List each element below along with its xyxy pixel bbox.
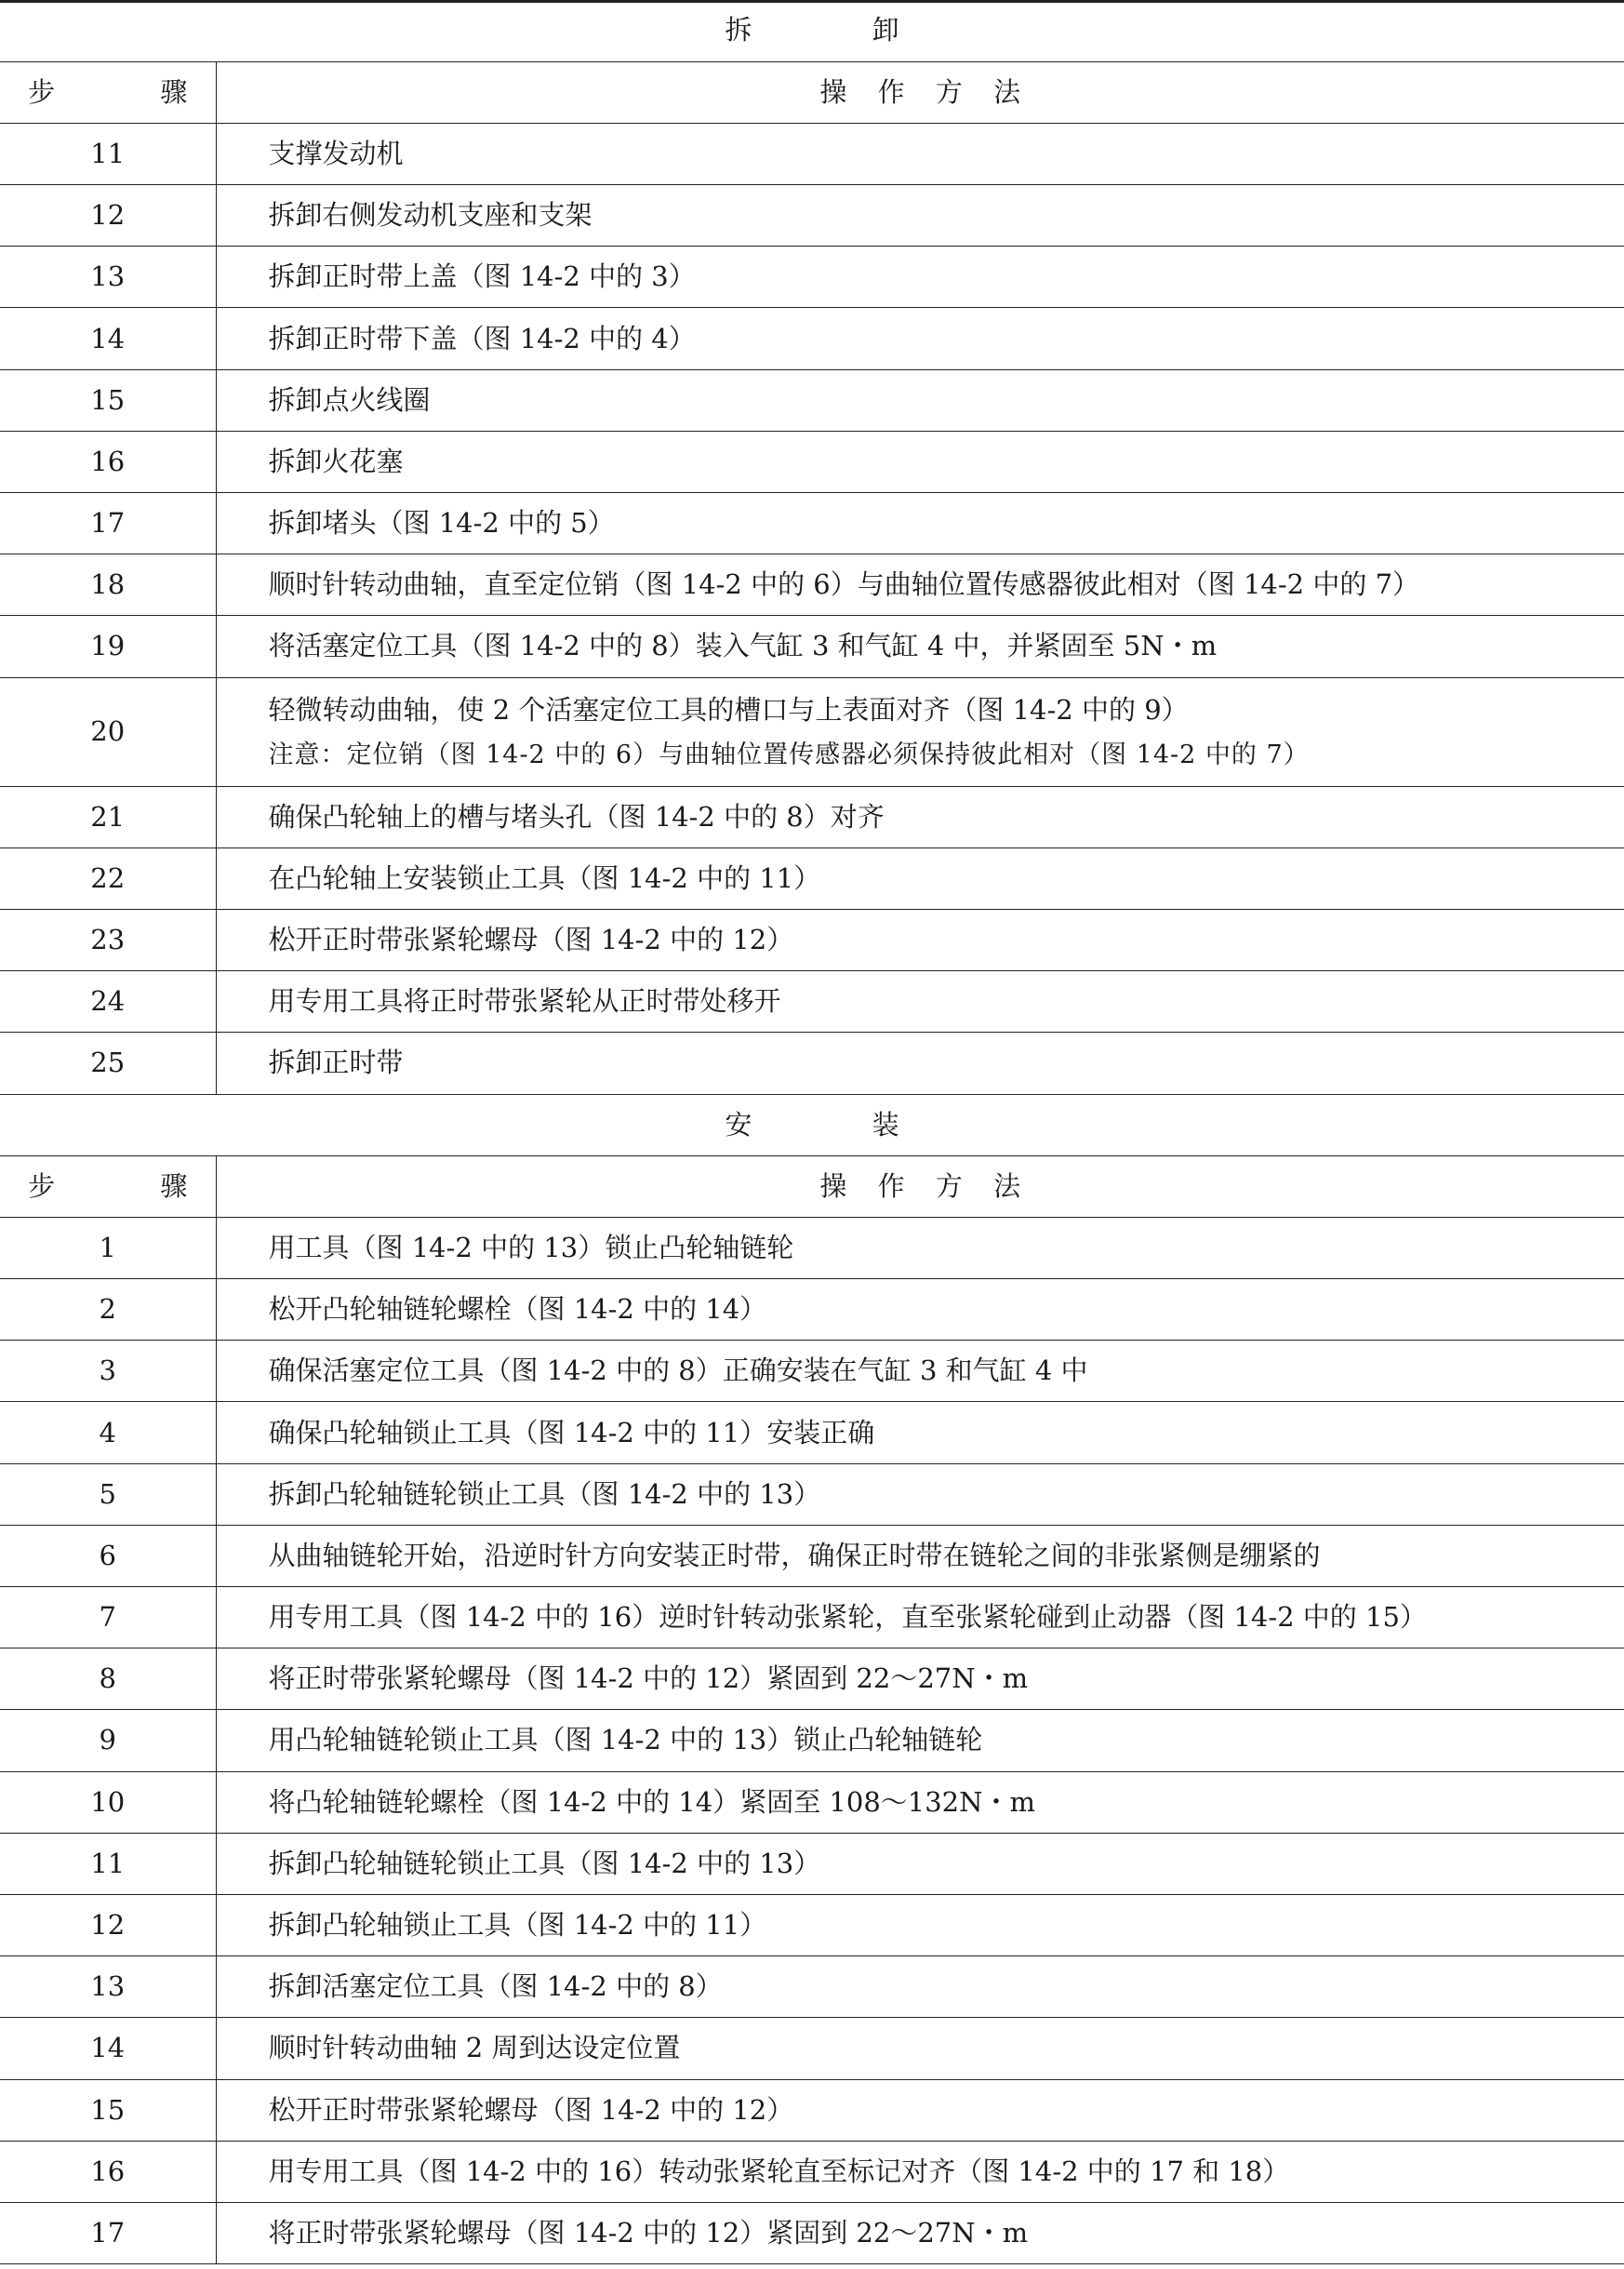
step-note: 注意：定位销（图 14-2 中的 6）与曲轴位置传感器必须保持彼此相对（图 14-2 中的 7） xyxy=(268,740,1310,769)
table-row xyxy=(0,616,1624,677)
step-number: 4 xyxy=(0,1402,216,1463)
table-row xyxy=(0,1648,1624,1710)
table-row xyxy=(0,1894,1624,1955)
step-number: 21 xyxy=(0,786,216,848)
step-text: 用专用工具将正时带张紧轮从正时带处移开 xyxy=(216,971,1624,1033)
step-number: 24 xyxy=(0,971,216,1033)
step-number: 9 xyxy=(0,1710,216,1771)
step-text: 从曲轴链轮开始，沿逆时针方向安装正时带，确保正时带在链轮之间的非张紧侧是绷紧的 xyxy=(216,1525,1624,1586)
table-row xyxy=(0,247,1624,308)
table-row xyxy=(0,1033,1624,1094)
step-number: 7 xyxy=(0,1587,216,1648)
table-row xyxy=(0,554,1624,616)
step-text: 用专用工具（图 14-2 中的 16）逆时针转动张紧轮，直至张紧轮碰到止动器（图 14-2 中的 15） xyxy=(216,1587,1624,1648)
step-number: 1 xyxy=(0,1217,216,1278)
table-row xyxy=(0,1771,1624,1833)
table-row xyxy=(0,1463,1624,1525)
step-number: 12 xyxy=(0,185,216,247)
header-row xyxy=(0,1155,1624,1217)
step-text-with-note xyxy=(216,677,1624,786)
step-text: 支撑发动机 xyxy=(216,123,1624,184)
step-text: 拆卸凸轮轴锁止工具（图 14-2 中的 11） xyxy=(216,1894,1624,1955)
column-header-step xyxy=(0,1155,236,1217)
table-row xyxy=(0,369,1624,431)
step-text: 轻微转动曲轴，使 2 个活塞定位工具的槽口与上表面对齐（图 14-2 中的 9） xyxy=(268,693,1189,726)
column-header-step-text: 步 骤 xyxy=(28,75,236,108)
step-number: 14 xyxy=(0,308,216,369)
step-text: 拆卸正时带上盖（图 14-2 中的 3） xyxy=(216,247,1624,308)
table-row xyxy=(0,1525,1624,1586)
step-text: 顺时针转动曲轴，直至定位销（图 14-2 中的 6）与曲轴位置传感器彼此相对（图 14-2 中的 7） xyxy=(216,554,1624,616)
table-row xyxy=(0,786,1624,848)
step-number: 13 xyxy=(0,247,216,308)
step-text: 拆卸凸轮轴链轮锁止工具（图 14-2 中的 13） xyxy=(216,1463,1624,1525)
table-row xyxy=(0,909,1624,970)
step-text: 拆卸火花塞 xyxy=(216,431,1624,492)
table-row xyxy=(0,2079,1624,2141)
table-row xyxy=(0,493,1624,554)
table-row xyxy=(0,308,1624,369)
step-text: 顺时针转动曲轴 2 周到达设定位置 xyxy=(216,2018,1624,2079)
step-text: 用凸轮轴链轮锁止工具（图 14-2 中的 13）锁止凸轮轴链轮 xyxy=(216,1710,1624,1771)
step-number: 16 xyxy=(0,431,216,492)
step-text: 在凸轮轴上安装锁止工具（图 14-2 中的 11） xyxy=(216,848,1624,909)
section-title-text: 安 装 xyxy=(725,1108,955,1141)
table-row xyxy=(0,431,1624,492)
step-text: 将活塞定位工具（图 14-2 中的 8）装入气缸 3 和气缸 4 中，并紧固至 5N・m xyxy=(216,616,1624,677)
step-number: 13 xyxy=(0,1956,216,2018)
column-header-method xyxy=(216,61,1624,123)
section-title-row xyxy=(0,0,1624,61)
step-number: 15 xyxy=(0,2079,216,2141)
section-title-row xyxy=(0,1094,1624,1155)
table-row xyxy=(0,677,1624,786)
step-text: 拆卸右侧发动机支座和支架 xyxy=(216,185,1624,247)
step-text: 拆卸堵头（图 14-2 中的 5） xyxy=(216,493,1624,554)
step-number: 17 xyxy=(0,2202,216,2263)
step-number: 12 xyxy=(0,1894,216,1955)
step-number: 25 xyxy=(0,1033,216,1094)
table-row xyxy=(0,971,1624,1033)
column-header-method xyxy=(216,1155,1624,1217)
step-text: 将正时带张紧轮螺母（图 14-2 中的 12）紧固到 22～27N・m xyxy=(216,2202,1624,2263)
step-text: 拆卸点火线圈 xyxy=(216,369,1624,431)
step-text: 将正时带张紧轮螺母（图 14-2 中的 12）紧固到 22～27N・m xyxy=(216,1648,1624,1710)
table-row xyxy=(0,1710,1624,1771)
step-number: 16 xyxy=(0,2141,216,2202)
step-number: 11 xyxy=(0,1833,216,1894)
section-title-disassembly xyxy=(0,0,1624,61)
step-text: 确保凸轮轴上的槽与堵头孔（图 14-2 中的 8）对齐 xyxy=(216,786,1624,848)
column-header-method-text: 操 作 方 法 xyxy=(819,75,1032,108)
column-header-step-text: 步 骤 xyxy=(28,1169,236,1202)
table-row xyxy=(0,2141,1624,2202)
column-header-method-text: 操 作 方 法 xyxy=(819,1169,1032,1202)
step-number: 15 xyxy=(0,369,216,431)
step-number: 10 xyxy=(0,1771,216,1833)
step-text: 拆卸正时带下盖（图 14-2 中的 4） xyxy=(216,308,1624,369)
step-text: 松开正时带张紧轮螺母（图 14-2 中的 12） xyxy=(216,909,1624,970)
step-number: 8 xyxy=(0,1648,216,1710)
header-row xyxy=(0,61,1624,123)
step-number: 3 xyxy=(0,1341,216,1402)
step-text: 拆卸正时带 xyxy=(216,1033,1624,1094)
step-text: 松开凸轮轴链轮螺栓（图 14-2 中的 14） xyxy=(216,1279,1624,1341)
section-title-text: 拆 卸 xyxy=(725,14,955,47)
step-text: 拆卸凸轮轴链轮锁止工具（图 14-2 中的 13） xyxy=(216,1833,1624,1894)
table-row xyxy=(0,1956,1624,2018)
table-row xyxy=(0,2202,1624,2263)
step-number: 6 xyxy=(0,1525,216,1586)
step-number: 11 xyxy=(0,123,216,184)
step-number: 17 xyxy=(0,493,216,554)
step-text: 确保凸轮轴锁止工具（图 14-2 中的 11）安装正确 xyxy=(216,1402,1624,1463)
step-number: 23 xyxy=(0,909,216,970)
step-number: 18 xyxy=(0,554,216,616)
step-text: 拆卸活塞定位工具（图 14-2 中的 8） xyxy=(216,1956,1624,2018)
step-number: 2 xyxy=(0,1279,216,1341)
step-text: 将凸轮轴链轮螺栓（图 14-2 中的 14）紧固至 108～132N・m xyxy=(216,1771,1624,1833)
table-row xyxy=(0,1279,1624,1341)
step-number: 14 xyxy=(0,2018,216,2079)
step-text: 确保活塞定位工具（图 14-2 中的 8）正确安装在气缸 3 和气缸 4 中 xyxy=(216,1341,1624,1402)
step-text: 用工具（图 14-2 中的 13）锁止凸轮轴链轮 xyxy=(216,1217,1624,1278)
table-row xyxy=(0,123,1624,184)
column-header-step xyxy=(0,61,236,123)
step-number: 19 xyxy=(0,616,216,677)
step-number: 20 xyxy=(0,677,216,786)
step-number: 22 xyxy=(0,848,216,909)
step-text: 松开正时带张紧轮螺母（图 14-2 中的 12） xyxy=(216,2079,1624,2141)
table-row xyxy=(0,1341,1624,1402)
table-row xyxy=(0,1587,1624,1648)
table-row xyxy=(0,185,1624,247)
table-row xyxy=(0,1402,1624,1463)
table-row xyxy=(0,1833,1624,1894)
table-row xyxy=(0,2018,1624,2079)
table-row xyxy=(0,1217,1624,1278)
table-row xyxy=(0,848,1624,909)
step-text: 用专用工具（图 14-2 中的 16）转动张紧轮直至标记对齐（图 14-2 中的 17 和 18） xyxy=(216,2141,1624,2202)
section-title-installation xyxy=(0,1094,1624,1155)
step-number: 5 xyxy=(0,1463,216,1525)
